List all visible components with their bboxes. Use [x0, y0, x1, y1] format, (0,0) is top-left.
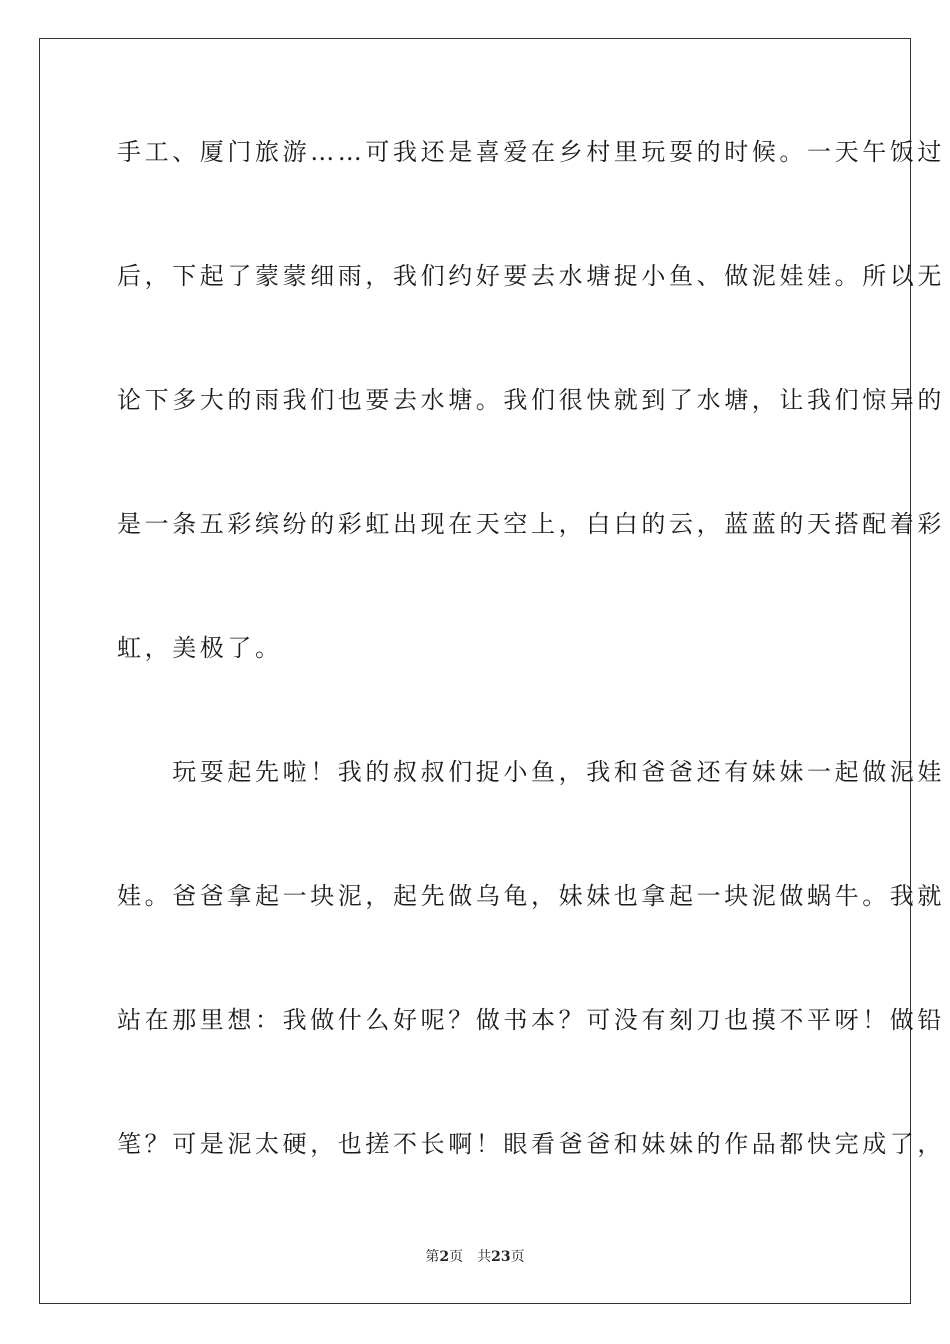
text-line: 是一条五彩缤纷的彩虹出现在天空上，白白的云，蓝蓝的天搭配着彩: [117, 510, 945, 538]
text-line: 玩耍起先啦！我的叔叔们捉小鱼，我和爸爸还有妹妹一起做泥娃: [117, 758, 945, 786]
text-line: 手工、厦门旅游……可我还是喜爱在乡村里玩耍的时候。一天午饭过: [117, 138, 945, 166]
text-line: 后，下起了蒙蒙细雨，我们约好要去水塘捉小鱼、做泥娃娃。所以无: [117, 262, 945, 290]
text-line: 论下多大的雨我们也要去水塘。我们很快就到了水塘，让我们惊异的: [117, 386, 945, 414]
text-line: 站在那里想：我做什么好呢？做书本？可没有刻刀也摸不平呀！做铅: [117, 1006, 945, 1034]
page-suffix: 页: [449, 1249, 464, 1265]
current-page: 2: [439, 1249, 450, 1265]
text-line: 虹，美极了。: [117, 634, 283, 662]
text-line: 娃。爸爸拿起一块泥，起先做乌龟，妹妹也拿起一块泥做蜗牛。我就: [117, 882, 945, 910]
page-footer: [0, 1246, 950, 1266]
text-line: 笔？可是泥太硬，也搓不长啊！眼看爸爸和妹妹的作品都快完成了，: [117, 1130, 945, 1158]
page-prefix: 第: [425, 1249, 440, 1265]
page-number: [425, 1249, 463, 1265]
page-border: [39, 38, 945, 1304]
total-suffix: 页: [510, 1249, 525, 1265]
total-prefix: 共: [477, 1249, 492, 1265]
total-pages: 23: [491, 1249, 511, 1265]
page-total: [477, 1249, 524, 1265]
